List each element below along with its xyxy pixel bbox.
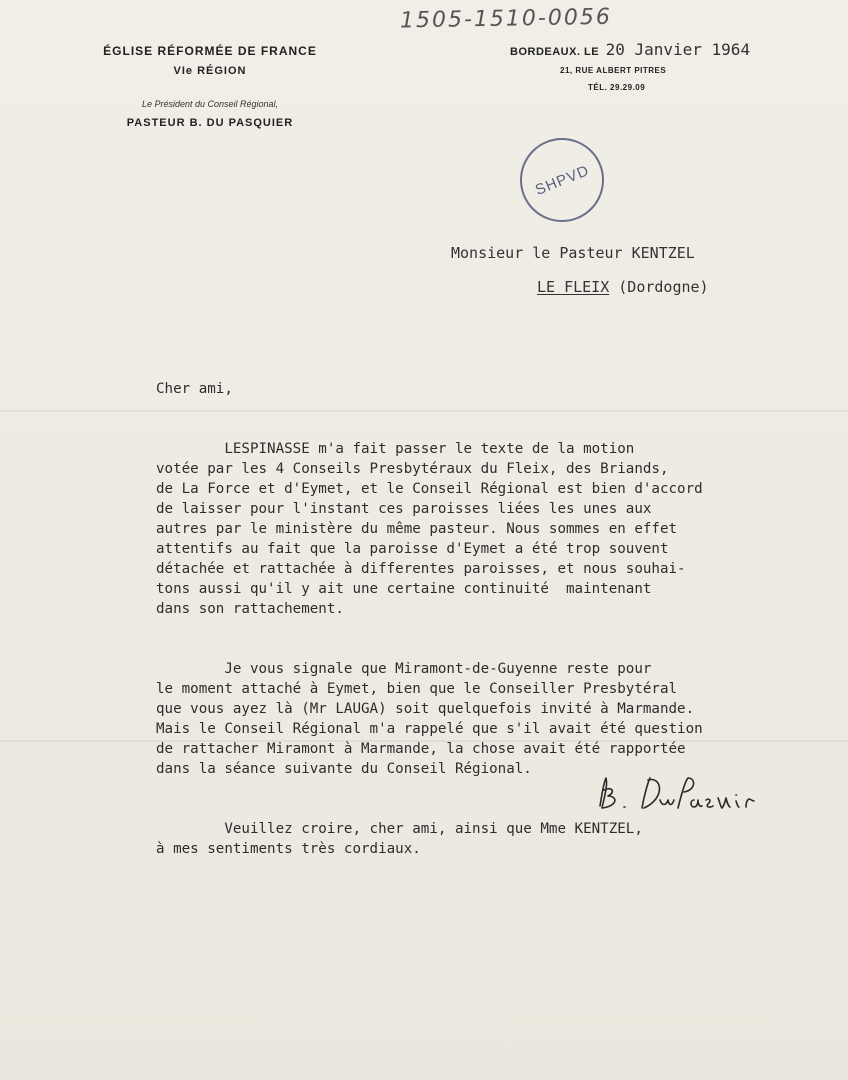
sender-address: 21, RUE ALBERT PITRES	[560, 66, 667, 75]
place-date-line	[510, 40, 830, 60]
church-name: ÉGLISE RÉFORMÉE DE FRANCE	[103, 44, 317, 58]
letter-date: 20 Janvier 1964	[605, 40, 751, 59]
addressee-name: Monsieur le Pasteur KENTZEL	[451, 244, 695, 262]
salutation: Cher ami,	[156, 381, 233, 397]
addressee-place: LE FLEIX	[537, 278, 610, 296]
sender-name: PASTEUR B. DU PASQUIER	[126, 117, 294, 129]
handwritten-signature	[590, 768, 810, 828]
letterhead-left	[40, 44, 380, 129]
addressee-block	[451, 236, 831, 304]
archive-stamp	[520, 138, 604, 222]
letterhead-right	[510, 40, 830, 92]
paragraph-2: Je vous signale que Miramont-de-Guyenne reste pour le moment attaché à Eymet, bien que le Conseiller Presbytéral que vous ayez là (Mr LAUGA) soit quelquefois invité à Marmande. Mais le Conseil Régional m'a rappelé que s'il avait été question de rattacher Miramont à Marmande, la chose avait été rapportée dans la séance suivante du Conseil Régional.	[156, 661, 703, 777]
paragraph-3: Veuillez croire, cher ami, ainsi que Mme KENTZEL, à mes sentiments très cordiaux.	[156, 821, 643, 857]
city: BORDEAUX. LE	[510, 46, 600, 58]
addressee-location	[451, 270, 831, 304]
sender-role: Le Président du Conseil Régional,	[141, 99, 279, 109]
sender-phone: TÉL. 29.29.09	[588, 83, 646, 92]
paragraph-1: LESPINASSE m'a fait passer le texte de la motion votée par les 4 Conseils Presbytéraux du Fleix, des Briands, de La Force et d'Eymet, et le Conseil Régional est bien d'accord de laisser pour l'instant ces paroisses liées les unes aux autres par le ministère du même pasteur. Nous sommes en effet attentifs au fait que la paroisse d'Eymet a été trop souvent détachée et rattachée à differentes paroisses, et nous souhai- tons aussi qu'il y ait une certaine continuité maintenant dans son rattachement.	[156, 441, 703, 617]
region-name: VIe RÉGION	[173, 65, 247, 77]
stamp-text: SHPVD	[532, 161, 592, 199]
archive-reference: 1505-1510-0056	[399, 4, 613, 34]
addressee-department: (Dordogne)	[618, 278, 709, 296]
